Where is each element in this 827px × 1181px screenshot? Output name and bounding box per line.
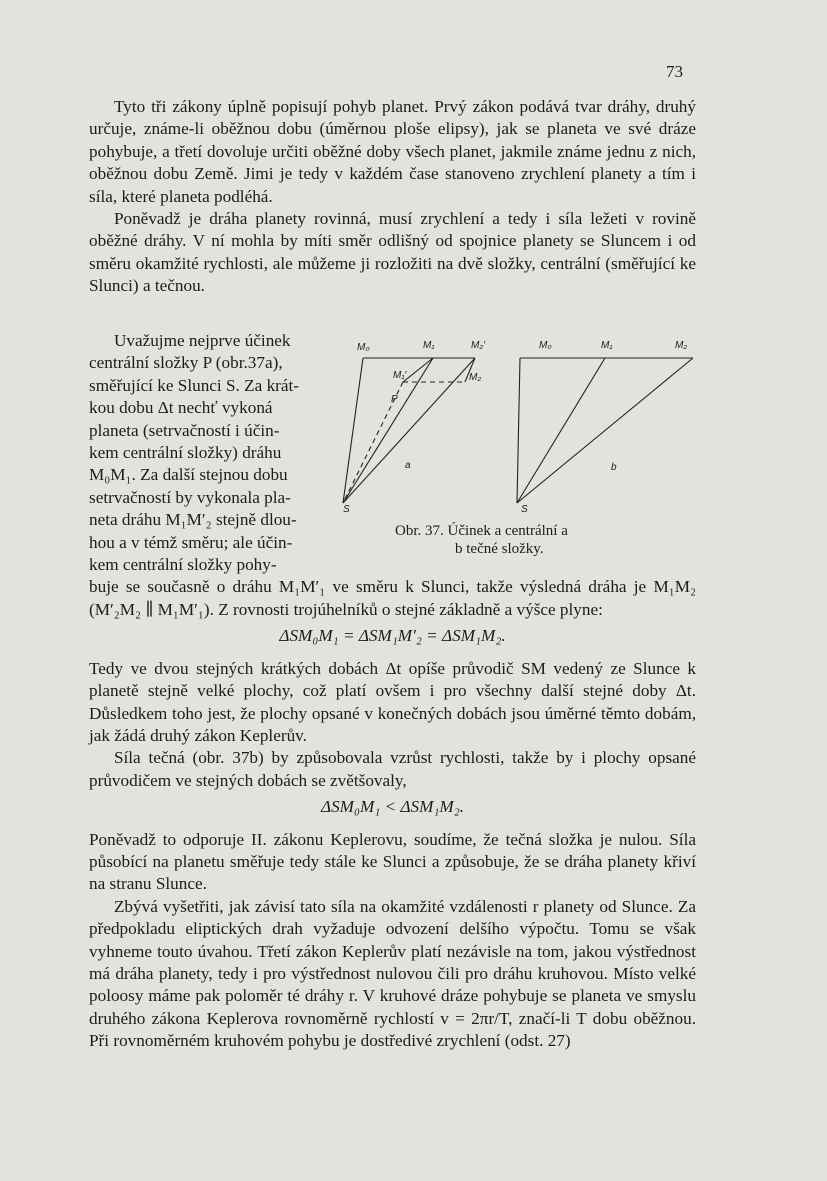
a-line-m2p-s xyxy=(343,358,475,503)
p3-line: planeta (setrvačností i účin- xyxy=(89,420,280,440)
p3-line: kem centrální složky pohy- xyxy=(89,555,277,575)
a-line-m0-s xyxy=(343,358,363,503)
paragraph-1-block xyxy=(89,96,696,298)
figure-caption xyxy=(395,522,655,558)
p3-line: M₀M₁. Za další stejnou dobu xyxy=(89,465,288,485)
paragraph-3-wrapped xyxy=(89,330,339,576)
b-line-m0-s xyxy=(517,358,520,503)
label-b-m1: M₁ xyxy=(601,340,613,351)
label-a-m2: M₂ xyxy=(469,372,482,383)
paragraph-5: Síla tečná (obr. 37b) by způsobovala vzrůst rychlosti, takže by i plochy opsané průvodičem ve stejných dobách se zvětšovaly, xyxy=(89,748,696,790)
a-line-s-m1 xyxy=(343,358,433,503)
caption-line-2: b tečné složky. xyxy=(455,541,544,557)
b-line-s-m2 xyxy=(517,358,693,503)
label-b-b: b xyxy=(611,462,617,473)
caption-line-1: Obr. 37. Účinek a centrální a xyxy=(395,523,568,539)
p3-line: kem centrální složky) dráhu xyxy=(89,443,282,463)
p3-line: Uvažujme nejprve účinek xyxy=(113,331,291,350)
label-a-m2p: M₂′ xyxy=(471,340,486,351)
page-number: 73 xyxy=(666,62,683,81)
paragraph-3-continued: buje se současně o dráhu M₁M′₁ ve směru k Slunci, takže výsledná dráha je M₁M₂ (M′₂M₂ ∥ M₁M′₁). Z rovnosti trojúhelníků o stejné základně a výšce plyne: xyxy=(89,577,696,619)
label-a-a: a xyxy=(405,460,411,471)
paragraph-2: Poněvadž je dráha planety rovinná, musí zrychlení a tedy i síla ležeti v rovině oběžné dráhy. V ní mohla by míti směr odlišný od spojnice planety se Sluncem i od směru okamžité rychlosti, ale můžeme ji rozložiti na dvě složky, centrální (směřující ke Slunci) a tečnou. xyxy=(89,209,696,296)
label-a-p: P xyxy=(391,394,398,405)
label-b-s: S xyxy=(521,504,528,515)
b-line-s-m1 xyxy=(517,358,605,503)
paragraph-7: Zbývá vyšetřiti, jak závisí tato síla na okamžité vzdálenosti r planety od Slunce. Za předpokladu eliptických drah vyžaduje odvození delšího výpočtu. Tomu se však vyhneme touto úvahou. Třetí zákon Keplerův platí nezávisle na tom, jakou výstřednost má dráha planety, tedy i pro výstřednost nulovou čili pro dráhu kruhovou. Místo velké poloosy máme pak poloměr té dráhy r. V kruhové dráze pohybuje se planeta ve smyslu druhého zákona Keplerova rovnoměrně rychlostí v = 2πr/T, značí-li T dobu oběžnou. Při rovnoměrném kruhovém pohybu je dostředivé zrychlení (odst. 27) xyxy=(89,896,696,1051)
a-line-m1p-m1 xyxy=(403,358,433,382)
label-b-m2: M₂ xyxy=(675,340,688,351)
label-a-m0: M₀ xyxy=(357,342,370,353)
label-a-s: S xyxy=(343,504,350,515)
label-a-m1p: M₁′ xyxy=(393,370,407,381)
label-a-m1: M₁ xyxy=(423,340,435,351)
p3-line: hou a v témž směru; ale účin- xyxy=(89,532,293,552)
label-b-m0: M₀ xyxy=(539,340,552,351)
equation-1: ΔSM₀M₁ = ΔSM₁M′₂ = ΔSM₁M₂. xyxy=(279,626,506,646)
equation-2: ΔSM₀M₁ < ΔSM₁M₂. xyxy=(320,797,465,817)
p3-line: směřující ke Slunci S. Za krát- xyxy=(89,375,300,395)
p3-line: kou dobu Δt nechť vykoná xyxy=(89,398,273,418)
paragraph-6: Poněvadž to odporuje II. zákonu Keplerovu, soudíme, že tečná složka je nulou. Síla působící na planetu směřuje tedy stále ke Slunci a způsobuje, že se dráha planety křiví na stranu Slunce. xyxy=(89,829,696,894)
paragraph-1: Tyto tři zákony úplně popisují pohyb planet. Prvý zákon podává tvar dráhy, druhý určuje, známe-li oběžnou dobu (úměrnou ploše elipsy), jak se planeta ve své dráze pohybuje, a třetí dovoluje určiti oběžné doby všech planet, jakmile známe jednu z nich, oběžnou dobu Země. Jimi je tedy v každém čase stanoveno zrychlení planety a tím i síla, které planeta podléhá. xyxy=(89,97,696,206)
p3-line: centrální složky P (obr.37a), xyxy=(89,353,283,373)
p3-line: setrvačností by vykonala pla- xyxy=(89,487,291,507)
p3-line: neta dráhu M₁M′₂ stejně dlou- xyxy=(89,510,297,530)
paragraph-4: Tedy ve dvou stejných krátkých dobách Δt opíše průvodič SM vedený ze Slunce k planetě stejně velké plochy, což platí ovšem i pro všechny další stejné doby Δt. Důsledkem toho jest, že plochy opsané v konečných dobách jsou úměrné těmto dobám, jak žádá druhý zákon Keplerův. xyxy=(89,658,696,745)
